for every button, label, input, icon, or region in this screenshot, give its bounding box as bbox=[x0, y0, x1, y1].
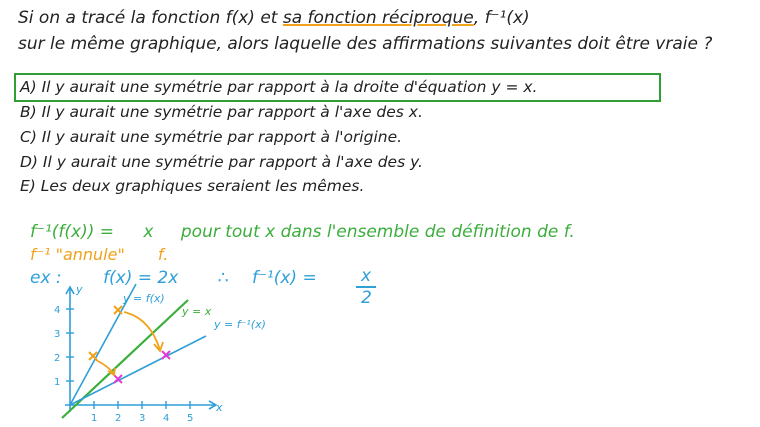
identity-x: x bbox=[143, 222, 154, 242]
question-text-a: Si on a tracé la fonction f(x) et bbox=[18, 8, 283, 28]
y-tick-label: 2 bbox=[54, 353, 61, 364]
x-tick-label: 2 bbox=[115, 413, 122, 424]
annule-text: f⁻¹ "annule" bbox=[30, 245, 125, 264]
question-text-c: , f⁻¹(x) bbox=[473, 8, 530, 28]
example-f: f(x) = 2x bbox=[103, 268, 179, 288]
option-d[interactable]: D) Il y aurait une symétrie par rapport à l'axe des y. bbox=[20, 153, 423, 171]
label-y-x: y = x bbox=[182, 305, 212, 318]
y-tick-label: 4 bbox=[54, 305, 61, 316]
example-inverse: f⁻¹(x) = bbox=[251, 268, 317, 288]
reflection-arrow-lower bbox=[96, 360, 114, 374]
option-e[interactable]: E) Les deux graphiques seraient les mêmes. bbox=[20, 177, 365, 195]
fraction-numerator: x bbox=[361, 266, 372, 286]
question-text-reciprocal: sa fonction réciproque bbox=[282, 8, 474, 28]
y-tick-label: 1 bbox=[54, 377, 61, 388]
option-c[interactable]: C) Il y aurait une symétrie par rapport à l'origine. bbox=[20, 128, 403, 146]
identity-lhs: f⁻¹(f(x)) = bbox=[30, 222, 114, 242]
therefore-symbol: ∴ bbox=[217, 268, 229, 288]
y-tick-label: 3 bbox=[54, 329, 61, 340]
x-tick-label: 5 bbox=[187, 413, 194, 424]
y-axis-label: y bbox=[76, 283, 83, 296]
x-tick-label: 3 bbox=[139, 413, 146, 424]
x-tick-label: 1 bbox=[91, 413, 98, 424]
x-tick-label: 4 bbox=[163, 413, 170, 424]
example-prefix: ex : bbox=[30, 268, 62, 288]
fraction-denominator: 2 bbox=[361, 288, 372, 308]
point-2-4-cross bbox=[114, 306, 122, 314]
x-axis-label: x bbox=[216, 401, 223, 414]
label-y-f: y = f(x) bbox=[123, 292, 165, 305]
point-1-2-cross bbox=[89, 352, 97, 360]
annule-f: f. bbox=[157, 245, 169, 264]
question-line-2: sur le même graphique, alors laquelle des affirmations suivantes doit être vraie ? bbox=[18, 34, 713, 54]
option-a[interactable]: A) Il y aurait une symétrie par rapport à la droite d'équation y = x. bbox=[20, 78, 538, 96]
identity-rest: pour tout x dans l'ensemble de définition de f. bbox=[180, 222, 575, 242]
label-y-f-inverse: y = f⁻¹(x) bbox=[214, 318, 266, 331]
option-b[interactable]: B) Il y aurait une symétrie par rapport à l'axe des x. bbox=[20, 103, 423, 121]
